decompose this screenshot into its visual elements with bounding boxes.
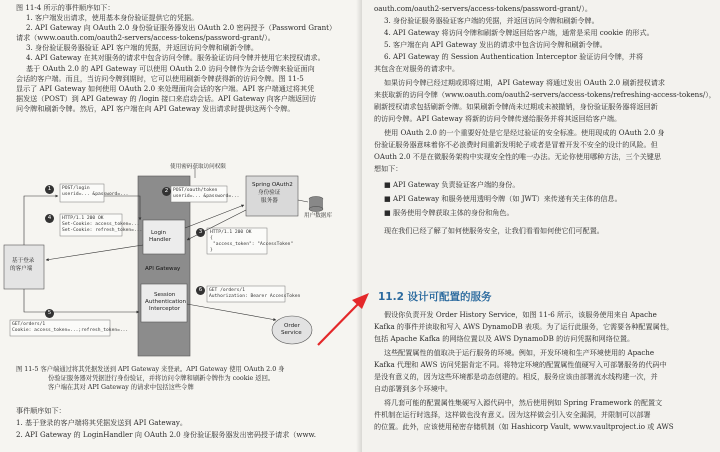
body-line: 的访问令牌。API Gateway 将新的访问令牌传递给服务并将其返回给客户端。: [374, 114, 622, 123]
login-handler-label: Handler: [149, 237, 172, 243]
body-line: 刷新授权请求包括刷新令牌。如果刷新令牌尚未过期或未被撤销，身份验证服务器将返回新: [374, 102, 658, 111]
body-line: 3. 身份验证服务器验证客户端的凭据，并返回访问令牌和刷新令牌。: [384, 16, 599, 25]
auth-server-label: Spring OAuth2: [252, 182, 293, 188]
body-line: 使用 OAuth 2.0 的一个重要好处是它是经过验证的安全标准。使用现成的 OAuth 2.0 身: [384, 128, 665, 137]
body-line: 份验证服务器意味着你不必浪费时间重新发明轮子或者是冒着开发不安全的设计的风险。但: [374, 140, 658, 149]
step-number-2: 2: [162, 187, 171, 196]
session-interceptor-label: Interceptor: [149, 306, 180, 312]
body-line: 事件顺序如下：: [16, 406, 66, 415]
token-response-line: HTTP/1.1 200 OK: [210, 230, 252, 235]
session-interceptor-label: Authentication: [145, 299, 187, 305]
figure-caption: 客户端在其对 API Gateway 的请求中包括这些令牌: [48, 384, 194, 391]
body-line: OAuth 2.0 不是在微服务架构中实现安全性的唯一办法。无论你使用哪种方法，三个关键思: [374, 152, 661, 161]
step-number-1: 1: [45, 185, 54, 194]
oauth-login-diagram: [0, 0, 362, 360]
client-request-line: GET/orders/1: [12, 322, 46, 327]
body-line: 请求（www.oauth.com/oauth2-servers/access-tokens/password-grant/）。: [16, 33, 275, 42]
figure-caption: 份验证服务器对凭据进行身份验证，并将访问令牌和刷新令牌作为 cookie 返回。: [48, 375, 275, 382]
body-line: 1. 客户端发出请求，使用基本身份验证提供它的凭据。: [26, 13, 199, 22]
login-response-line: Set-Cookie: access_token=...: [62, 222, 140, 227]
auth-server-label: 身份验证: [258, 190, 281, 196]
body-line: 2. API Gateway 向 OAuth 2.0 身份验证服务器发出 OAuth 2.0 密码授予（Password Grant）: [26, 23, 337, 32]
body-line: 5. 客户端在向 API Gateway 发出的请求中包含访问令牌和刷新令牌。: [384, 40, 607, 49]
body-line: 假设你负责开发 Order History Service，如图 11-6 所示，该服务使用来自 Apache: [384, 310, 657, 319]
body-line: 的位置。此外，应该使用秘密存储机制（如 Hashicorp Vault, www.vaultproject.io 或 AWS: [374, 422, 674, 431]
service-request-line: Authorization: Bearer AccessToken: [209, 294, 301, 299]
body-line: 来获取新的访问令牌（www.oauth.com/oauth2-servers/access-tokens/refreshing-access-tokens/），: [374, 90, 716, 99]
diagram-shapes: [0, 0, 362, 360]
body-line: 据发送（POST）到 API Gateway 的 /login 接口来启动会话。API Gateway 向客户端返回访: [16, 94, 317, 103]
step-number-4: 4: [45, 214, 54, 223]
body-line: 现在我们已经了解了如何使服务安全，让我们看看如何使它们可配置。: [384, 226, 604, 235]
body-line: 4. API Gateway 将访问令牌和刷新令牌返回给客户端，通常是采用 cookie 的形式。: [384, 28, 654, 37]
body-line: 1. 基于登录的客户端将其凭据发送到 API Gateway。: [16, 418, 187, 427]
body-line: 这些配置属性的值取决于运行服务的环境。例如，开发环境和生产环境使用的 Apache: [384, 348, 655, 357]
login-response-line: HTTP/1.1 200 OK: [62, 216, 104, 221]
body-line: 4. API Gateway 在其对服务的请求中包含访问令牌。服务验证访问令牌并使用它来授权请求。: [26, 53, 325, 62]
body-line: 会话的客户端。而且，当访问令牌到期时，它可以使用刷新令牌获得新的访问令牌。图 11-5: [16, 74, 304, 83]
body-line: 2. API Gateway 的 LoginHandler 向 OAuth 2.0 身份验证服务器发出密码授予请求（www.: [16, 430, 317, 439]
api-gateway-label: API Gateway: [145, 266, 181, 272]
body-line: 包括 Apache Kafka 的网络位置以及 AWS DynamoDB 的访问凭据和网络位置。: [374, 334, 635, 343]
step-number-3: 3: [196, 228, 205, 237]
login-request-line: POST/login: [62, 186, 90, 191]
token-request-line: userid=... &password=...: [173, 194, 240, 199]
body-line: 其包含在对服务的请求中。: [374, 64, 460, 73]
auth-server-label: 服务器: [261, 198, 278, 204]
body-line: 问令牌和刷新令牌。然后，API 客户端在向 API Gateway 发出请求时提供这两个令牌。: [16, 104, 295, 113]
body-line: 自动部署到多个环境中。: [374, 384, 453, 393]
body-line: 将几套可能的配置属性集硬写入源代码中，然后使用例如 Spring Framework 的配置文: [384, 398, 663, 407]
body-line: oauth.com/oauth2-servers/access-tokens/password-grant/）。: [374, 4, 592, 13]
bullet-text: 服务使用令牌获取主体的身份和角色。: [392, 208, 514, 217]
body-line: 件机制在运行时选择，这样做也没有意义。因为这样做会引入安全漏洞，并限制可以部署: [374, 410, 651, 419]
token-response-line: }: [210, 248, 213, 253]
order-service-label: Order: [284, 323, 300, 329]
client-request-line: Cookie: access_token=...;refresh_token=...: [12, 328, 129, 333]
step-number-6: 6: [196, 286, 205, 295]
section-heading: 11.2 设计可配置的服务: [378, 291, 492, 303]
diagram-top-label: 使用密码获取访问权限: [170, 164, 226, 170]
body-line: 基于 OAuth 2.0 的 API Gateway 可以使用 OAuth 2.0 访问令牌作为会话令牌来验证面向: [26, 64, 315, 73]
body-line: 是没有意义的，因为这些环境都是动态创建的。相反，服务应该由部署流水线构建一次，并: [374, 372, 658, 381]
token-response-line: {: [210, 236, 213, 241]
client-label: 的客户端: [10, 266, 33, 272]
body-line: 想如下：: [374, 164, 403, 173]
body-line: Kafka 代理和 AWS 访问凭据肯定不同。将特定环境的配置属性值硬写入可部署服务的代码中: [374, 360, 667, 369]
login-response-line: Set-Cookie: refresh_token=...: [62, 228, 143, 233]
body-line: 如果访问令牌已经过期或即将过期，API Gateway 将通过发出 OAuth 2.0 刷新授权请求: [384, 78, 665, 87]
bullet-text: API Gateway 负责验证客户端的身份。: [392, 180, 520, 189]
figure-caption: 图 11-5 客户端通过将其凭据发送到 API Gateway 来登录。API Gateway 使用 OAuth 2.0 身: [16, 366, 285, 373]
session-interceptor-label: Session: [154, 292, 176, 298]
token-request-line: POST/oauth/token: [173, 188, 218, 193]
body-line: 6. API Gateway 的 Session Authentication Interceptor 验证访问令牌，并将: [384, 52, 644, 61]
bullet-item: ■ API Gateway 负责验证客户端的身份。: [384, 180, 520, 189]
login-request-line: userid=... &password=...: [62, 192, 129, 197]
order-service-label: Service: [281, 330, 302, 336]
body-line: Kafka 的事件并读取和写入 AWS DynamoDB 表项。为了运行此服务，它需要各种配置属性，: [374, 322, 674, 331]
bullet-item: ■ 服务使用令牌获取主体的身份和角色。: [384, 208, 514, 217]
body-line: 图 11-4 所示的事件顺序如下：: [16, 3, 115, 12]
client-label: 基于登录: [12, 258, 35, 264]
body-line: 显示了 API Gateway 如何使用 OAuth 2.0 来处理面向会话的客户端。API 客户端通过将其凭: [16, 84, 315, 93]
token-response-line: "access_token": "AccessToken": [213, 242, 294, 247]
body-line: 3. 身份验证服务器验证 API 客户端的凭据，并返回访问令牌和刷新令牌。: [26, 43, 258, 52]
login-handler-label: Login: [151, 230, 167, 236]
step-number-5: 5: [45, 309, 54, 318]
service-request-line: GET /orders/1: [209, 288, 245, 293]
right-page: [362, 0, 720, 452]
bullet-text: API Gateway 和服务使用透明令牌（如 JWT）来传递有关主体的信息。: [392, 194, 622, 203]
user-db-label: 用户数据库: [304, 213, 332, 219]
bullet-item: ■ API Gateway 和服务使用透明令牌（如 JWT）来传递有关主体的信息。: [384, 194, 622, 203]
